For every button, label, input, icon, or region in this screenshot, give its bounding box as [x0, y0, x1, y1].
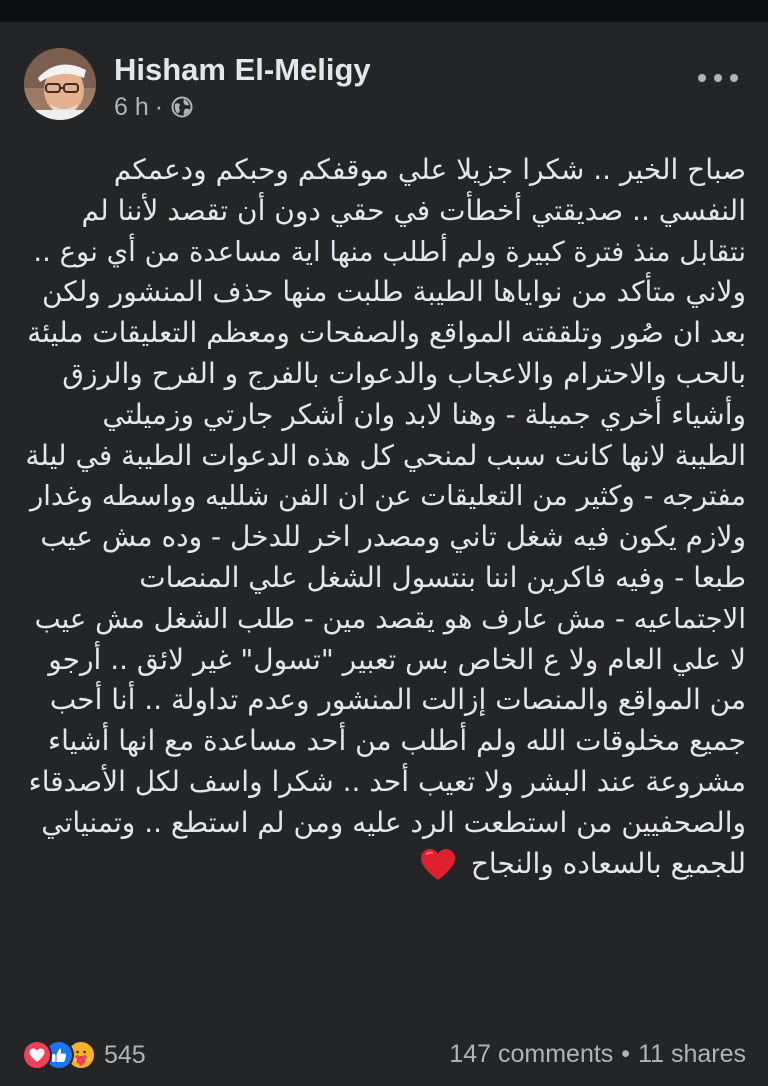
more-dot — [730, 74, 738, 82]
red-heart-icon — [420, 848, 456, 882]
post-footer — [22, 1034, 746, 1078]
post-header — [24, 48, 744, 128]
shares-count[interactable]: 11 shares — [638, 1040, 746, 1068]
post-text-line: جميع مخلوقات الله ولم أطلب من أحد مساعدة مع انها أشياء — [47, 724, 746, 758]
post-text-line: من المواقع والمنصات إزالت المنشور وعدم تداولة .. أنا أحب — [49, 683, 746, 717]
post-text-line: نتقابل منذ فترة كبيرة ولم أطلب منها اية مساعدة من أي نوع .. — [33, 235, 746, 268]
more-dot — [714, 74, 722, 82]
post-text-line: مشروعة عند البشر ولا تعيب أحد .. شكرا واسف لكل الأصدقاء — [28, 764, 746, 798]
post-card — [0, 22, 768, 1086]
globe-icon — [171, 96, 193, 118]
post-text-line: وأشياء أخري جميلة - وهنا لابد وان أشكر جارتي وزميلتي — [102, 397, 746, 431]
post-text-line: بعد ان صُور وتلقفته المواقع والصفحات ومعظم التعليقات مليئة — [27, 316, 746, 350]
post-text-line: ولاني متأكد من نواياها الطيبة طلبت منها حذف المنشور ولكن — [41, 275, 746, 309]
top-bar — [0, 0, 768, 22]
post-text-line: الاجتماعيه - مش عارف هو يقصد مين - طلب الشغل مش عيب — [34, 602, 746, 635]
post-text-line: لا علي العام ولا ع الخاص بس تعبير "تسول" غير لائق .. أرجو — [48, 642, 746, 676]
post-time[interactable]: 6 h — [114, 92, 149, 121]
post-text-line: طبعا - وفيه فاكرين اننا بنتسول الشغل علي المنصات — [139, 560, 746, 594]
post-text-line: ولازم يكون فيه شغل تاني ومصدر اخر للدخل - وده مش عيب — [40, 520, 746, 554]
post-stats — [449, 1040, 746, 1069]
post-text-line-text: للجميع بالسعاده والنجاح — [470, 846, 746, 880]
post-text-line: مفترجه - وكثير من التعليقات عن ان الفن شلليه وواسطه وغدار — [29, 480, 746, 513]
post-text-line-last — [24, 844, 746, 885]
reaction-count: 545 — [104, 1040, 146, 1069]
more-dot — [698, 74, 706, 82]
meta-separator: · — [154, 92, 164, 121]
post-text-line: صباح الخير .. شكرا جزيلا علي موقفكم وحبكم ودعمكم — [113, 153, 746, 186]
post-text-line: الطيبة لانها كانت سبب لمنحي كل هذه الدعوات الطيبة في ليلة — [25, 438, 746, 472]
post-text-line: بالحب والاحترام والاعجاب والدعوات بالفرج و الفرح والرزق — [62, 356, 746, 390]
reactions-summary[interactable] — [22, 1040, 146, 1070]
stats-separator: • — [621, 1040, 631, 1068]
comments-count[interactable]: 147 comments — [449, 1040, 614, 1068]
love-reaction-icon — [22, 1040, 52, 1070]
post-text-line: النفسي .. صديقتي أخطأت في حقي دون أن تقصد لأننا لم — [81, 193, 746, 227]
more-options-icon[interactable] — [698, 68, 738, 88]
author-name[interactable]: Hisham El-Meligy — [114, 52, 371, 87]
post-text — [24, 150, 746, 884]
post-meta — [114, 92, 193, 122]
avatar[interactable] — [24, 48, 96, 120]
post-text-line: والصحفيين من استطعت الرد عليه ومن لم استطع .. وتمنياتي — [41, 805, 746, 839]
